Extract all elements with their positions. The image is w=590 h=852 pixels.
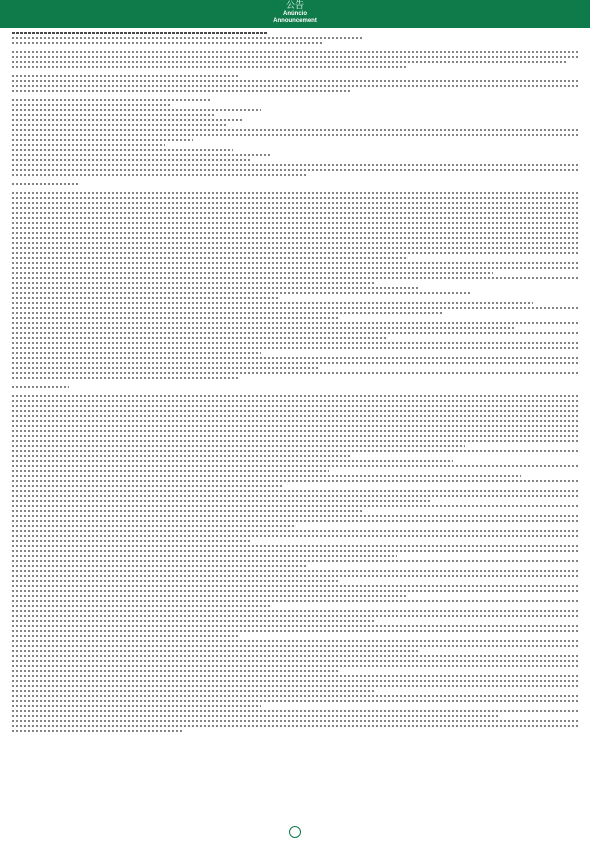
text-line xyxy=(12,252,578,254)
text-line xyxy=(12,695,578,697)
text-line xyxy=(12,347,578,349)
text-line xyxy=(12,287,420,289)
title-portuguese: Anúncio xyxy=(283,11,307,17)
text-line xyxy=(12,154,272,156)
text-line xyxy=(12,247,578,249)
text-line xyxy=(12,109,261,111)
text-line xyxy=(12,560,578,562)
text-line xyxy=(12,470,329,472)
text-line xyxy=(12,169,578,171)
text-line xyxy=(12,372,578,374)
text-line xyxy=(12,66,408,68)
text-line xyxy=(12,61,567,63)
text-line xyxy=(12,565,306,567)
text-line xyxy=(12,490,578,492)
text-line xyxy=(12,104,170,106)
text-line xyxy=(12,640,578,642)
text-line xyxy=(12,680,578,682)
text-line xyxy=(12,312,442,314)
text-line xyxy=(12,134,578,136)
text-line xyxy=(12,337,386,339)
text-line xyxy=(12,207,578,209)
text-line xyxy=(12,710,578,712)
text-line xyxy=(12,630,578,632)
text-line xyxy=(12,357,578,359)
text-line xyxy=(12,174,306,176)
text-line xyxy=(12,445,465,447)
text-line xyxy=(12,670,340,672)
text-line xyxy=(12,307,578,309)
text-line xyxy=(12,272,493,274)
text-line xyxy=(12,197,578,199)
text-line xyxy=(12,620,374,622)
text-line xyxy=(12,525,295,527)
text-line xyxy=(12,450,578,452)
text-line xyxy=(12,645,578,647)
text-line xyxy=(12,144,165,146)
text-line xyxy=(12,342,578,344)
text-line xyxy=(12,430,578,432)
text-line xyxy=(12,665,578,667)
text-line xyxy=(12,119,244,121)
text-line xyxy=(12,690,374,692)
text-line xyxy=(12,485,284,487)
text-line xyxy=(12,515,578,517)
text-line xyxy=(12,129,578,131)
text-line xyxy=(12,460,453,462)
text-line xyxy=(12,585,578,587)
text-line xyxy=(12,575,578,577)
text-line xyxy=(12,480,578,482)
text-line xyxy=(12,435,578,437)
text-line xyxy=(12,297,278,299)
announcement-banner xyxy=(0,0,590,28)
text-line xyxy=(12,51,578,53)
text-line xyxy=(12,99,210,101)
text-line xyxy=(12,237,578,239)
text-line xyxy=(12,520,578,522)
text-line xyxy=(12,555,397,557)
emblem xyxy=(272,826,318,848)
text-line xyxy=(12,202,578,204)
text-line xyxy=(12,42,323,44)
text-line xyxy=(12,505,578,507)
text-line xyxy=(12,600,578,602)
text-line xyxy=(12,500,431,502)
text-line xyxy=(12,465,578,467)
text-line xyxy=(12,455,352,457)
text-line xyxy=(12,257,408,259)
text-line xyxy=(12,386,69,388)
text-line xyxy=(12,425,578,427)
text-line xyxy=(12,570,578,572)
title-chinese: 公告 xyxy=(285,1,304,11)
text-line xyxy=(12,90,352,92)
text-line xyxy=(12,595,408,597)
text-line xyxy=(12,292,470,294)
text-line xyxy=(12,227,578,229)
text-line xyxy=(12,114,216,116)
text-line xyxy=(12,495,578,497)
text-line xyxy=(12,475,521,477)
text-line xyxy=(12,725,578,727)
text-line xyxy=(12,56,578,58)
text-line xyxy=(12,222,578,224)
text-line xyxy=(12,282,374,284)
text-line xyxy=(12,730,182,732)
text-line xyxy=(12,650,420,652)
text-line xyxy=(12,635,238,637)
text-line xyxy=(12,217,578,219)
text-line xyxy=(12,32,267,34)
text-line xyxy=(12,675,578,677)
text-line xyxy=(12,332,578,334)
text-line xyxy=(12,367,318,369)
text-line xyxy=(12,362,578,364)
text-line xyxy=(12,580,340,582)
title-english: Announcement xyxy=(273,18,317,24)
text-line xyxy=(12,535,578,537)
text-line xyxy=(12,510,363,512)
text-line xyxy=(12,302,533,304)
text-line xyxy=(12,550,578,552)
announcement-body xyxy=(12,32,578,822)
text-line xyxy=(12,85,578,87)
text-line xyxy=(12,660,578,662)
text-line xyxy=(12,212,578,214)
text-line xyxy=(12,183,80,185)
text-line xyxy=(12,545,578,547)
text-line xyxy=(12,655,578,657)
text-line xyxy=(12,440,578,442)
text-line xyxy=(12,149,233,151)
text-line xyxy=(12,262,578,264)
text-line xyxy=(12,277,578,279)
text-line xyxy=(12,352,261,354)
text-line xyxy=(12,242,578,244)
text-line xyxy=(12,327,516,329)
text-line xyxy=(12,715,499,717)
text-line xyxy=(12,317,340,319)
text-line xyxy=(12,705,261,707)
text-line xyxy=(12,420,578,422)
text-line xyxy=(12,80,578,82)
text-line xyxy=(12,232,578,234)
text-line xyxy=(12,400,578,402)
text-line xyxy=(12,139,193,141)
text-line xyxy=(12,605,272,607)
text-line xyxy=(12,405,578,407)
text-line xyxy=(12,267,578,269)
text-line xyxy=(12,530,578,532)
text-line xyxy=(12,322,578,324)
text-line xyxy=(12,685,578,687)
text-line xyxy=(12,192,578,194)
text-line xyxy=(12,415,578,417)
text-line xyxy=(12,590,578,592)
text-line xyxy=(12,610,578,612)
text-line xyxy=(12,625,578,627)
text-line xyxy=(12,700,578,702)
macau-sar-emblem-icon xyxy=(289,826,301,838)
text-line xyxy=(12,410,578,412)
text-line xyxy=(12,377,238,379)
text-line xyxy=(12,124,227,126)
text-line xyxy=(12,615,578,617)
text-line xyxy=(12,164,578,166)
text-line xyxy=(12,395,578,397)
text-line xyxy=(12,720,578,722)
text-line xyxy=(12,540,250,542)
text-line xyxy=(12,37,363,39)
text-line xyxy=(12,75,238,77)
text-line xyxy=(12,159,250,161)
